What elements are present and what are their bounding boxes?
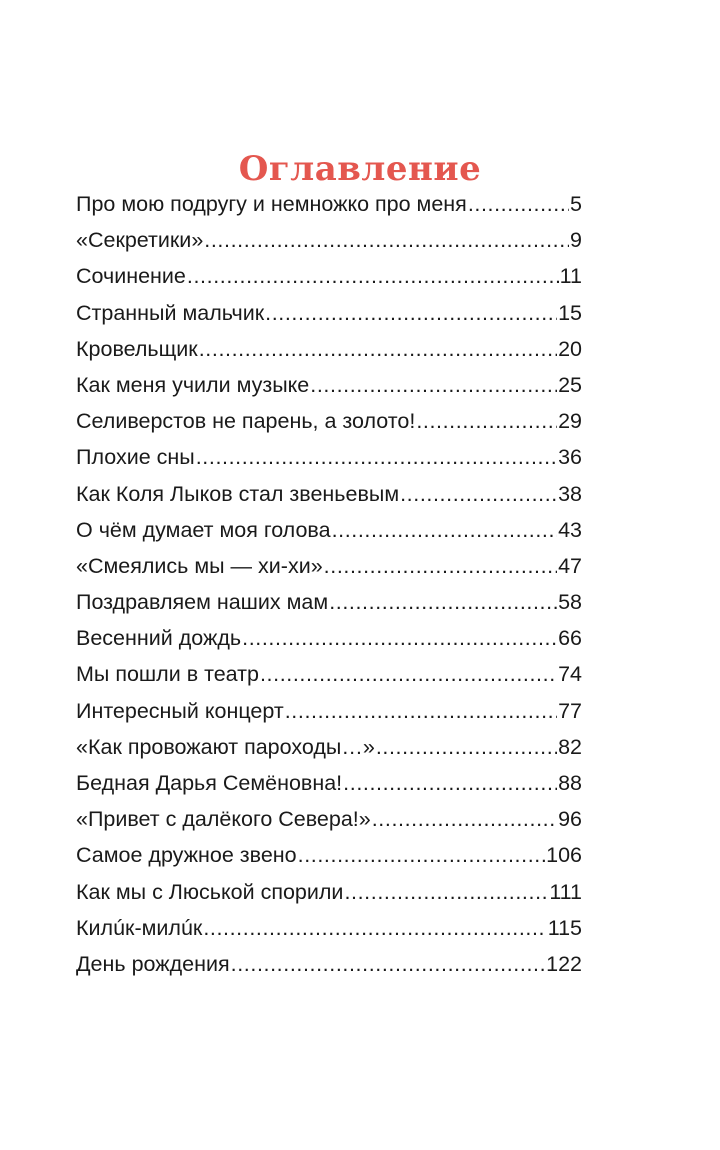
toc-entry-page: 115 <box>547 915 582 940</box>
dot-leader <box>324 554 557 579</box>
toc-entry[interactable] <box>76 699 582 735</box>
dot-leader <box>343 771 557 796</box>
dot-leader <box>260 662 557 687</box>
toc-entry[interactable] <box>76 301 582 337</box>
dot-leader <box>204 228 569 253</box>
toc-entry-title: Бедная Дарья Семёновна! <box>76 771 343 795</box>
dot-leader <box>242 626 557 651</box>
toc-entry-title: Мы пошли в театр <box>76 662 259 687</box>
toc-entry-page: 106 <box>546 843 582 868</box>
dot-leader <box>344 880 548 905</box>
toc-entry[interactable] <box>76 952 582 988</box>
toc-entry[interactable] <box>76 880 582 916</box>
toc-entry-page: 5 <box>570 192 582 216</box>
dot-leader <box>416 409 557 434</box>
toc-entry-title: «Смеялись мы — хи-хи» <box>76 553 323 578</box>
toc-entry-page: 36 <box>558 445 582 470</box>
dot-leader <box>310 373 557 398</box>
toc-entry[interactable] <box>76 626 582 662</box>
toc-entry-page: 82 <box>558 734 582 759</box>
toc-entry[interactable] <box>76 807 582 843</box>
toc-entry[interactable] <box>76 337 582 373</box>
dot-leader <box>231 952 545 977</box>
toc-entry-title: Как меня учили музыке <box>76 372 310 397</box>
dot-leader <box>187 264 559 289</box>
toc-entry-page: 74 <box>558 662 582 687</box>
dot-leader <box>298 843 546 868</box>
toc-entry[interactable] <box>76 264 582 300</box>
toc-entry-title: Селиверстов не парень, а золото! <box>76 409 416 434</box>
toc-entry[interactable] <box>76 409 582 445</box>
toc-entry-page: 47 <box>558 553 582 578</box>
toc-entry-page: 122 <box>546 951 582 976</box>
toc-entry[interactable] <box>76 590 582 626</box>
dot-leader <box>199 337 557 362</box>
toc-entry[interactable] <box>76 771 582 807</box>
toc-entry[interactable] <box>76 662 582 698</box>
toc-entry-title: Кровельщик <box>76 336 198 361</box>
dot-leader <box>372 807 557 832</box>
toc-entry-title: Самое дружное звено <box>76 843 297 868</box>
toc-entry[interactable] <box>76 554 582 590</box>
dot-leader <box>285 699 557 724</box>
toc-entry-title: «Как провожают пароходы…» <box>76 734 375 759</box>
toc-entry-page: 111 <box>549 879 582 904</box>
toc-entry-title: «Привет с далёкого Севера!» <box>76 807 371 832</box>
toc-entry-page: 29 <box>558 409 582 434</box>
toc-entry-page: 96 <box>558 807 582 832</box>
toc-entry-page: 77 <box>558 698 582 723</box>
table-of-contents <box>76 192 582 988</box>
toc-entry-page: 58 <box>558 590 582 615</box>
dot-leader <box>203 916 546 941</box>
dot-leader <box>468 192 569 217</box>
toc-entry[interactable] <box>76 445 582 481</box>
toc-entry-title: О чём думает моя голова <box>76 517 331 542</box>
toc-entry[interactable] <box>76 735 582 771</box>
toc-entry-page: 25 <box>558 372 582 397</box>
toc-entry-title: Про мою подругу и немножко про меня <box>76 192 467 216</box>
toc-entry[interactable] <box>76 482 582 518</box>
toc-entry-title: Плохие сны <box>76 445 195 470</box>
toc-entry[interactable] <box>76 843 582 879</box>
toc-entry-page: 20 <box>558 336 582 361</box>
dot-leader <box>376 735 557 760</box>
dot-leader <box>329 590 557 615</box>
toc-entry-title: Килúк-милúк <box>76 915 203 940</box>
toc-entry-page: 11 <box>559 264 582 289</box>
toc-entry-title: Странный мальчик <box>76 300 265 325</box>
dot-leader <box>265 301 557 326</box>
toc-entry-title: Интересный концерт <box>76 698 284 723</box>
toc-entry-title: Как мы с Люськой спорили <box>76 879 344 904</box>
toc-entry-page: 38 <box>558 481 582 506</box>
toc-entry-page: 9 <box>570 228 582 253</box>
dot-leader <box>196 445 557 470</box>
toc-entry-page: 43 <box>558 517 582 542</box>
toc-entry[interactable] <box>76 228 582 264</box>
toc-entry-title: Как Коля Лыков стал звеньевым <box>76 481 400 506</box>
toc-entry[interactable] <box>76 518 582 554</box>
toc-entry-title: «Секретики» <box>76 228 204 253</box>
toc-entry-title: Весенний дождь <box>76 626 242 651</box>
toc-entry[interactable] <box>76 916 582 952</box>
toc-entry-title: День рождения <box>76 951 230 976</box>
toc-entry-title: Поздравляем наших мам <box>76 590 329 615</box>
toc-entry-page: 15 <box>558 300 582 325</box>
toc-entry[interactable] <box>76 373 582 409</box>
toc-entry-title: Сочинение <box>76 264 186 289</box>
page-title: Оглавление <box>238 148 482 189</box>
dot-leader <box>332 518 558 543</box>
toc-entry-page: 88 <box>558 771 582 795</box>
toc-entry-page: 66 <box>558 626 582 651</box>
dot-leader <box>400 482 557 507</box>
toc-entry[interactable] <box>76 192 582 228</box>
